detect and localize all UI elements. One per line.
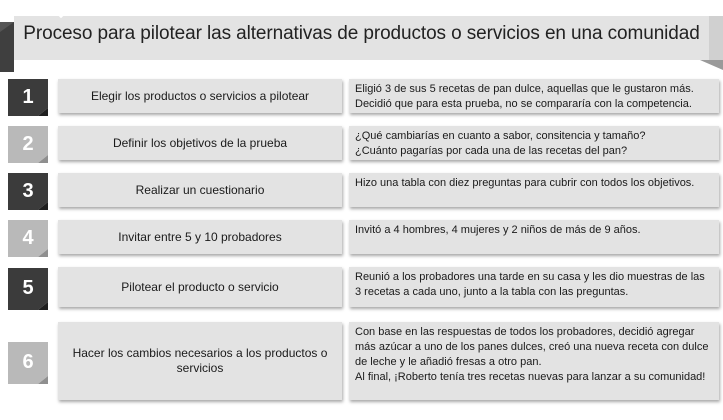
example-line: Eligió 3 de sus 5 recetas de pan dulce, aquellas que le gustaron más. <box>355 83 694 95</box>
title-banner <box>0 10 723 72</box>
step-row-6 <box>0 322 723 403</box>
example-line: Invitó a 4 hombres, 4 mujeres y 2 niños de más de 9 años. <box>355 224 641 236</box>
example-line: 3 recetas a cada uno, junto a la tabla con las preguntas. <box>355 286 629 298</box>
step-number: 3 <box>22 180 34 202</box>
step-example <box>349 173 719 207</box>
example-line: Hizo una tabla con diez preguntas para cubrir con todos los objetivos. <box>355 177 695 189</box>
step-number: 5 <box>22 277 34 299</box>
step-row-2 <box>0 126 723 163</box>
step-label: Elegir los productos o servicios a pilotear <box>58 79 342 113</box>
title-ornament <box>0 10 124 18</box>
step-example <box>349 220 719 254</box>
step-number: 4 <box>22 227 34 249</box>
step-number-badge <box>8 79 54 116</box>
step-number-badge <box>8 126 54 163</box>
example-line: Reunió a los probadores una tarde en su casa y les dio muestras de las <box>355 271 705 283</box>
example-line: ¿Qué cambiarías en cuanto a sabor, consitencia y tamaño? <box>355 130 646 142</box>
step-number-badge <box>8 173 54 210</box>
step-example <box>349 267 719 307</box>
example-line: más azúcar a uno de los panes dulces, creó una nueva receta con dulce <box>355 341 709 353</box>
example-line: Decidió que para esta prueba, no se compararía con la competencia. <box>355 98 692 110</box>
step-number: 2 <box>22 133 34 155</box>
step-number-badge <box>8 267 54 310</box>
step-label: Invitar entre 5 y 10 probadores <box>58 220 342 254</box>
page-title: Proceso para pilotear las alternativas de productos o servicios en una comunidad <box>23 23 700 44</box>
step-number: 6 <box>22 351 34 373</box>
step-number: 1 <box>22 86 34 108</box>
step-row-3 <box>0 173 723 210</box>
example-line: de leche y le añadió fresas a otro pan. <box>355 356 542 368</box>
step-example <box>349 79 719 113</box>
step-row-1 <box>0 79 723 116</box>
step-label: Realizar un cuestionario <box>58 173 342 207</box>
step-row-4 <box>0 220 723 257</box>
example-line: Al final, ¡Roberto tenía tres recetas nuevas para lanzar a su comunidad! <box>355 371 706 383</box>
step-number-badge <box>8 220 54 257</box>
step-example <box>349 126 719 160</box>
step-label: Definir los objetivos de la prueba <box>58 126 342 160</box>
example-line: Con base en las respuestas de todos los probadores, decidió agregar <box>355 326 695 338</box>
example-line: ¿Cuánto pagarías por cada una de las recetas del pan? <box>355 145 628 157</box>
step-row-5 <box>0 267 723 310</box>
step-label: Pilotear el producto o servicio <box>58 267 342 307</box>
step-label: Hacer los cambios necesarios a los productos o servicios <box>58 322 342 400</box>
step-example <box>349 322 719 400</box>
step-number-badge <box>8 322 54 403</box>
